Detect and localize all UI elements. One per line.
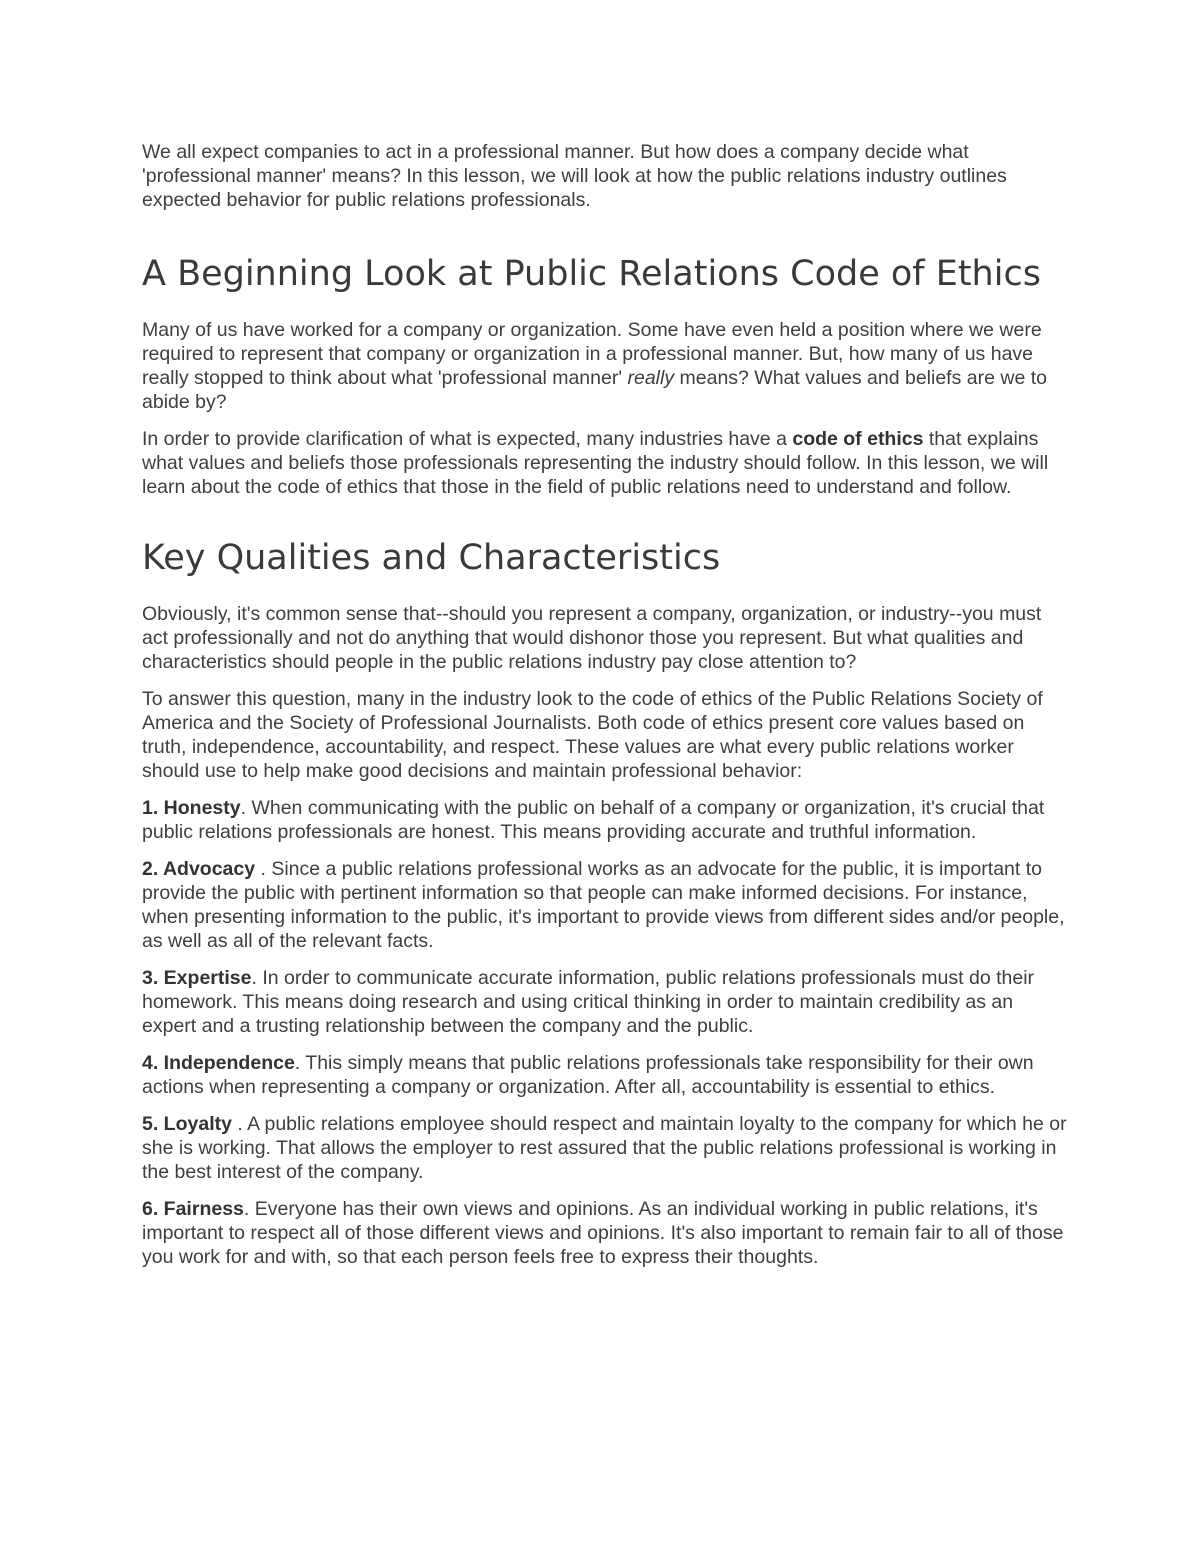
quality-description: . When communicating with the public on behalf of a company or organization, it's crucial that public relations professionals are honest. This means providing accurate and truthful information. xyxy=(142,797,1045,843)
quality-item-expertise xyxy=(142,966,1072,1038)
quality-description: . A public relations employee should respect and maintain loyalty to the company for which he or she is working. That allows the employer to rest assured that the public relations professional is working in the best interest of the company. xyxy=(142,1113,1067,1183)
section1-p2-text-end: that explains what values and beliefs those professionals representing the industry should follow. In this lesson, we will learn about the code of ethics that those in the field of public relations need to understand and follow. xyxy=(142,428,1049,498)
section1-p1-text-start: Many of us have worked for a company or organization. Some have even held a position where we were required to represent that company or organization in a professional manner. But, how many of us have really stopped to think about what 'professional manner' xyxy=(142,319,1042,389)
section1-paragraph-2 xyxy=(142,427,1072,499)
section2-paragraph-2: To answer this question, many in the industry look to the code of ethics of the Public Relations Society of America and the Society of Professional Journalists. Both code of ethics present core values based on truth, independence, accountability, and respect. These values are what every public relations worker should use to help make good decisions and maintain professional behavior: xyxy=(142,688,1043,782)
quality-item-fairness xyxy=(142,1197,1072,1269)
quality-label: 6. Fairness xyxy=(142,1198,244,1220)
section2-paragraph-1: Obviously, it's common sense that--should you represent a company, organization, or industry--you must act professionally and not do anything that would dishonor those you represent. But what qualities and characteristics should people in the public relations industry pay close attention to? xyxy=(142,603,1042,673)
quality-item-independence xyxy=(142,1051,1072,1099)
quality-label: 2. Advocacy xyxy=(142,858,256,880)
quality-description: . In order to communicate accurate information, public relations professionals must do their homework. This means doing research and using critical thinking in order to maintain credibility as an expert and a trusting relationship between the company and the public. xyxy=(142,967,1035,1037)
term-code-of-ethics: code of ethics xyxy=(792,428,924,450)
quality-label: 3. Expertise xyxy=(142,967,252,989)
quality-label: 5. Loyalty xyxy=(142,1113,232,1135)
quality-item-advocacy xyxy=(142,857,1072,953)
section-heading-code-of-ethics: A Beginning Look at Public Relations Code of Ethics xyxy=(142,254,1041,294)
quality-item-loyalty xyxy=(142,1112,1072,1184)
section1-paragraph-1 xyxy=(142,318,1072,414)
section1-p1-text-end: means? What values and beliefs are we to abide by? xyxy=(142,367,1047,413)
intro-paragraph: We all expect companies to act in a professional manner. But how does a company decide what 'professional manner' means? In this lesson, we will look at how the public relations industry outlines expected behavior for public relations professionals. xyxy=(142,141,1007,211)
emphasis-really: really xyxy=(627,367,675,389)
quality-label: 1. Honesty xyxy=(142,797,241,819)
document-page xyxy=(142,140,1072,1282)
quality-label: 4. Independence xyxy=(142,1052,295,1074)
section1-p2-text-start: In order to provide clarification of what is expected, many industries have a xyxy=(142,428,793,450)
section-heading-key-qualities: Key Qualities and Characteristics xyxy=(142,538,721,578)
quality-description: . Everyone has their own views and opinions. As an individual working in public relations, it's important to respect all of those different views and opinions. It's also important to remain fair to all of those you work for and with, so that each person feels free to express their thoughts. xyxy=(142,1198,1064,1268)
quality-description: . Since a public relations professional works as an advocate for the public, it is important to provide the public with pertinent information so that people can make informed decisions. For instance, when presenting information to the public, it's important to provide views from different sides and/or people, as well as all of the relevant facts. xyxy=(142,858,1065,952)
quality-item-honesty xyxy=(142,796,1072,844)
quality-description: . This simply means that public relations professionals take responsibility for their own actions when representing a company or organization. After all, accountability is essential to ethics. xyxy=(142,1052,1034,1098)
